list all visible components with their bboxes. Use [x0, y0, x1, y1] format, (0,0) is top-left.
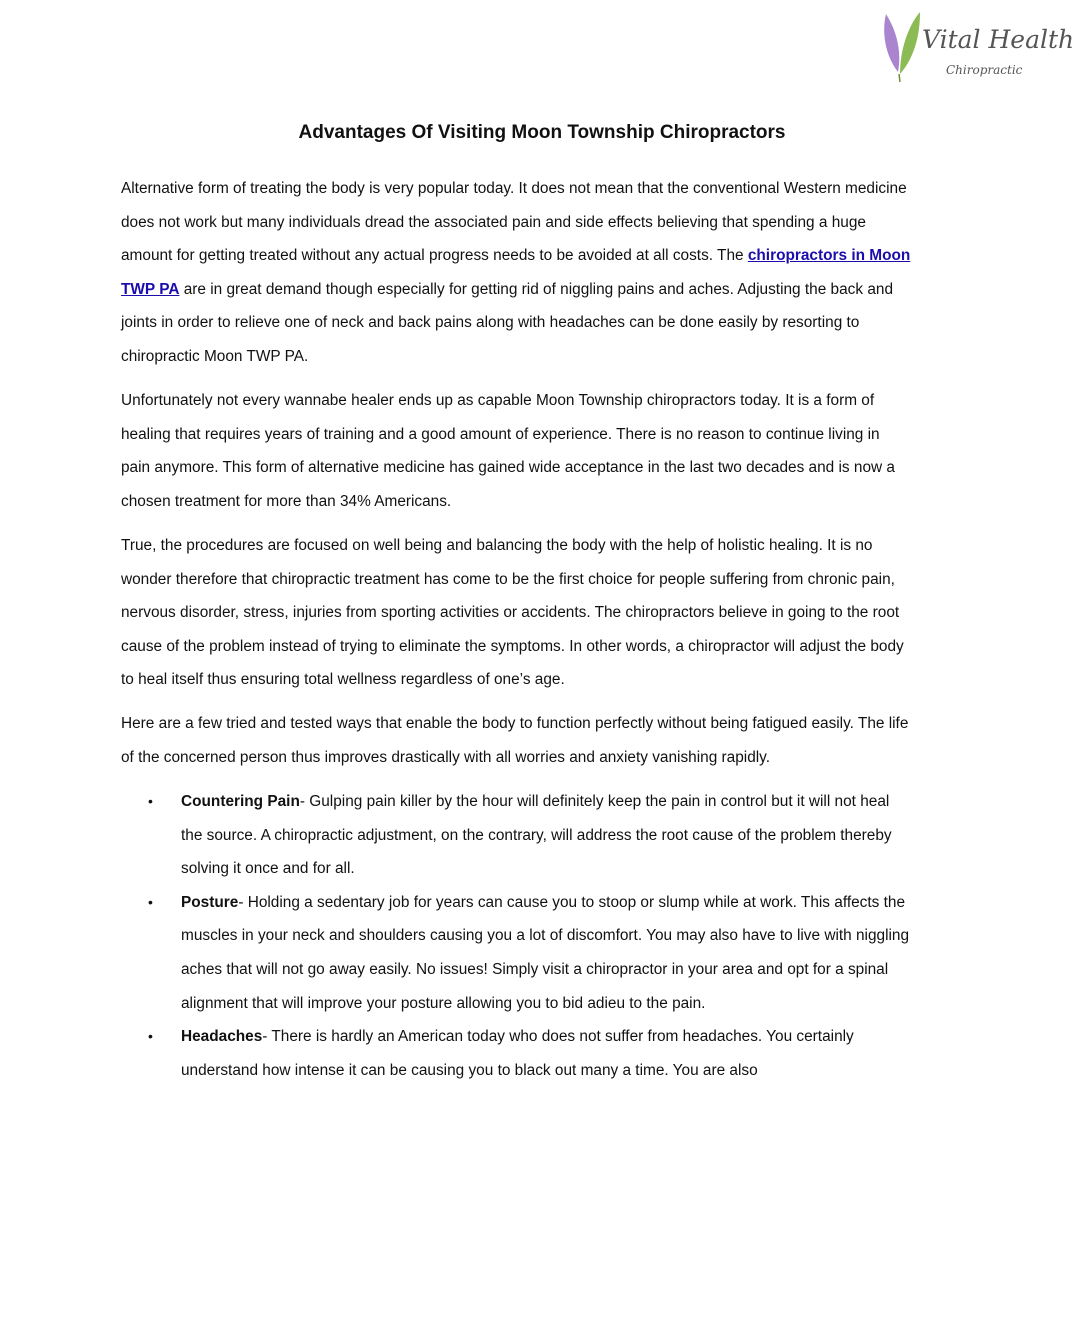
chiropractors-link[interactable]: chiropractors in Moon TWP PA [121, 247, 911, 298]
list-item [121, 886, 911, 1020]
list-item-term: Headaches [181, 1028, 263, 1046]
list-item [121, 1020, 911, 1087]
svg-text:Vital Health: Vital Health [922, 25, 1075, 54]
bullet-icon: • [148, 793, 153, 810]
bullet-icon: • [148, 1028, 153, 1045]
page-title: Advantages Of Visiting Moon Township Chiropractors [298, 122, 786, 143]
paragraph-1: Alternative form of treating the body is very popular today. It does not mean that the conventional Western medicine does not work but many individuals dread the associated pain and side effects believing that spending a huge amount for getting treated without any actual progress needs to be avoided at all costs. The chiropractors in Moon TWP PA are in great demand though especially for getting rid of niggling pains and aches. Adjusting the back and joints in order to relieve one of neck and back pains along with headaches can be done easily by resorting to chiropractic Moon TWP PA. [121, 180, 911, 365]
vital-health-logo [876, 10, 1075, 85]
leaf-icon [876, 10, 1075, 85]
list-item-text: - Holding a sedentary job for years can cause you to stoop or slump while at work. This affects the muscles in your neck and shoulders causing you a lot of discomfort. You may also have to live with niggling aches that will not go away easily. No issues! Simply visit a chiropractor in your area and opt for a spinal alignment that will improve your posture allowing you to bid adieu to the pain. [181, 893, 910, 1012]
list-item [121, 785, 911, 886]
bullet-icon: • [148, 893, 153, 910]
paragraph-3: True, the procedures are focused on well being and balancing the body with the help of holistic healing. It is no wonder therefore that chiropractic treatment has come to be the first choice for people suffering from chronic pain, nervous disorder, stress, injuries from sporting activities or accidents. The chiropractors believe in going to the root cause of the problem instead of trying to eliminate the symptoms. In other words, a chiropractor will adjust the body to heal itself thus ensuring total wellness regardless of one’s age. [121, 536, 904, 689]
paragraph-4: Here are a few tried and tested ways that enable the body to function perfectly without being fatigued easily. The life of the concerned person thus improves drastically with all worries and anxiety vanishing rapidly. [121, 715, 909, 766]
list-item-term: Countering Pain [181, 793, 300, 811]
list-item-text: - Gulping pain killer by the hour will definitely keep the pain in control but it will not heal the source. A chiropractic adjustment, on the contrary, will address the root cause of the problem thereby solving it once and for all. [181, 793, 892, 878]
list-item-text: - There is hardly an American today who does not suffer from headaches. You certainly understand how intense it can be causing you to black out many a time. You are also [181, 1028, 854, 1079]
benefits-list [121, 785, 911, 1087]
svg-text:Chiropractic: Chiropractic [946, 63, 1023, 77]
article-body [121, 172, 911, 1087]
list-item-term: Posture [181, 893, 239, 911]
paragraph-2: Unfortunately not every wannabe healer ends up as capable Moon Township chiropractors today. It is a form of healing that requires years of training and a good amount of experience. There is no reason to continue living in pain anymore. This form of alternative medicine has gained wide acceptance in the last two decades and is now a chosen treatment for more than 34% Americans. [121, 392, 895, 510]
